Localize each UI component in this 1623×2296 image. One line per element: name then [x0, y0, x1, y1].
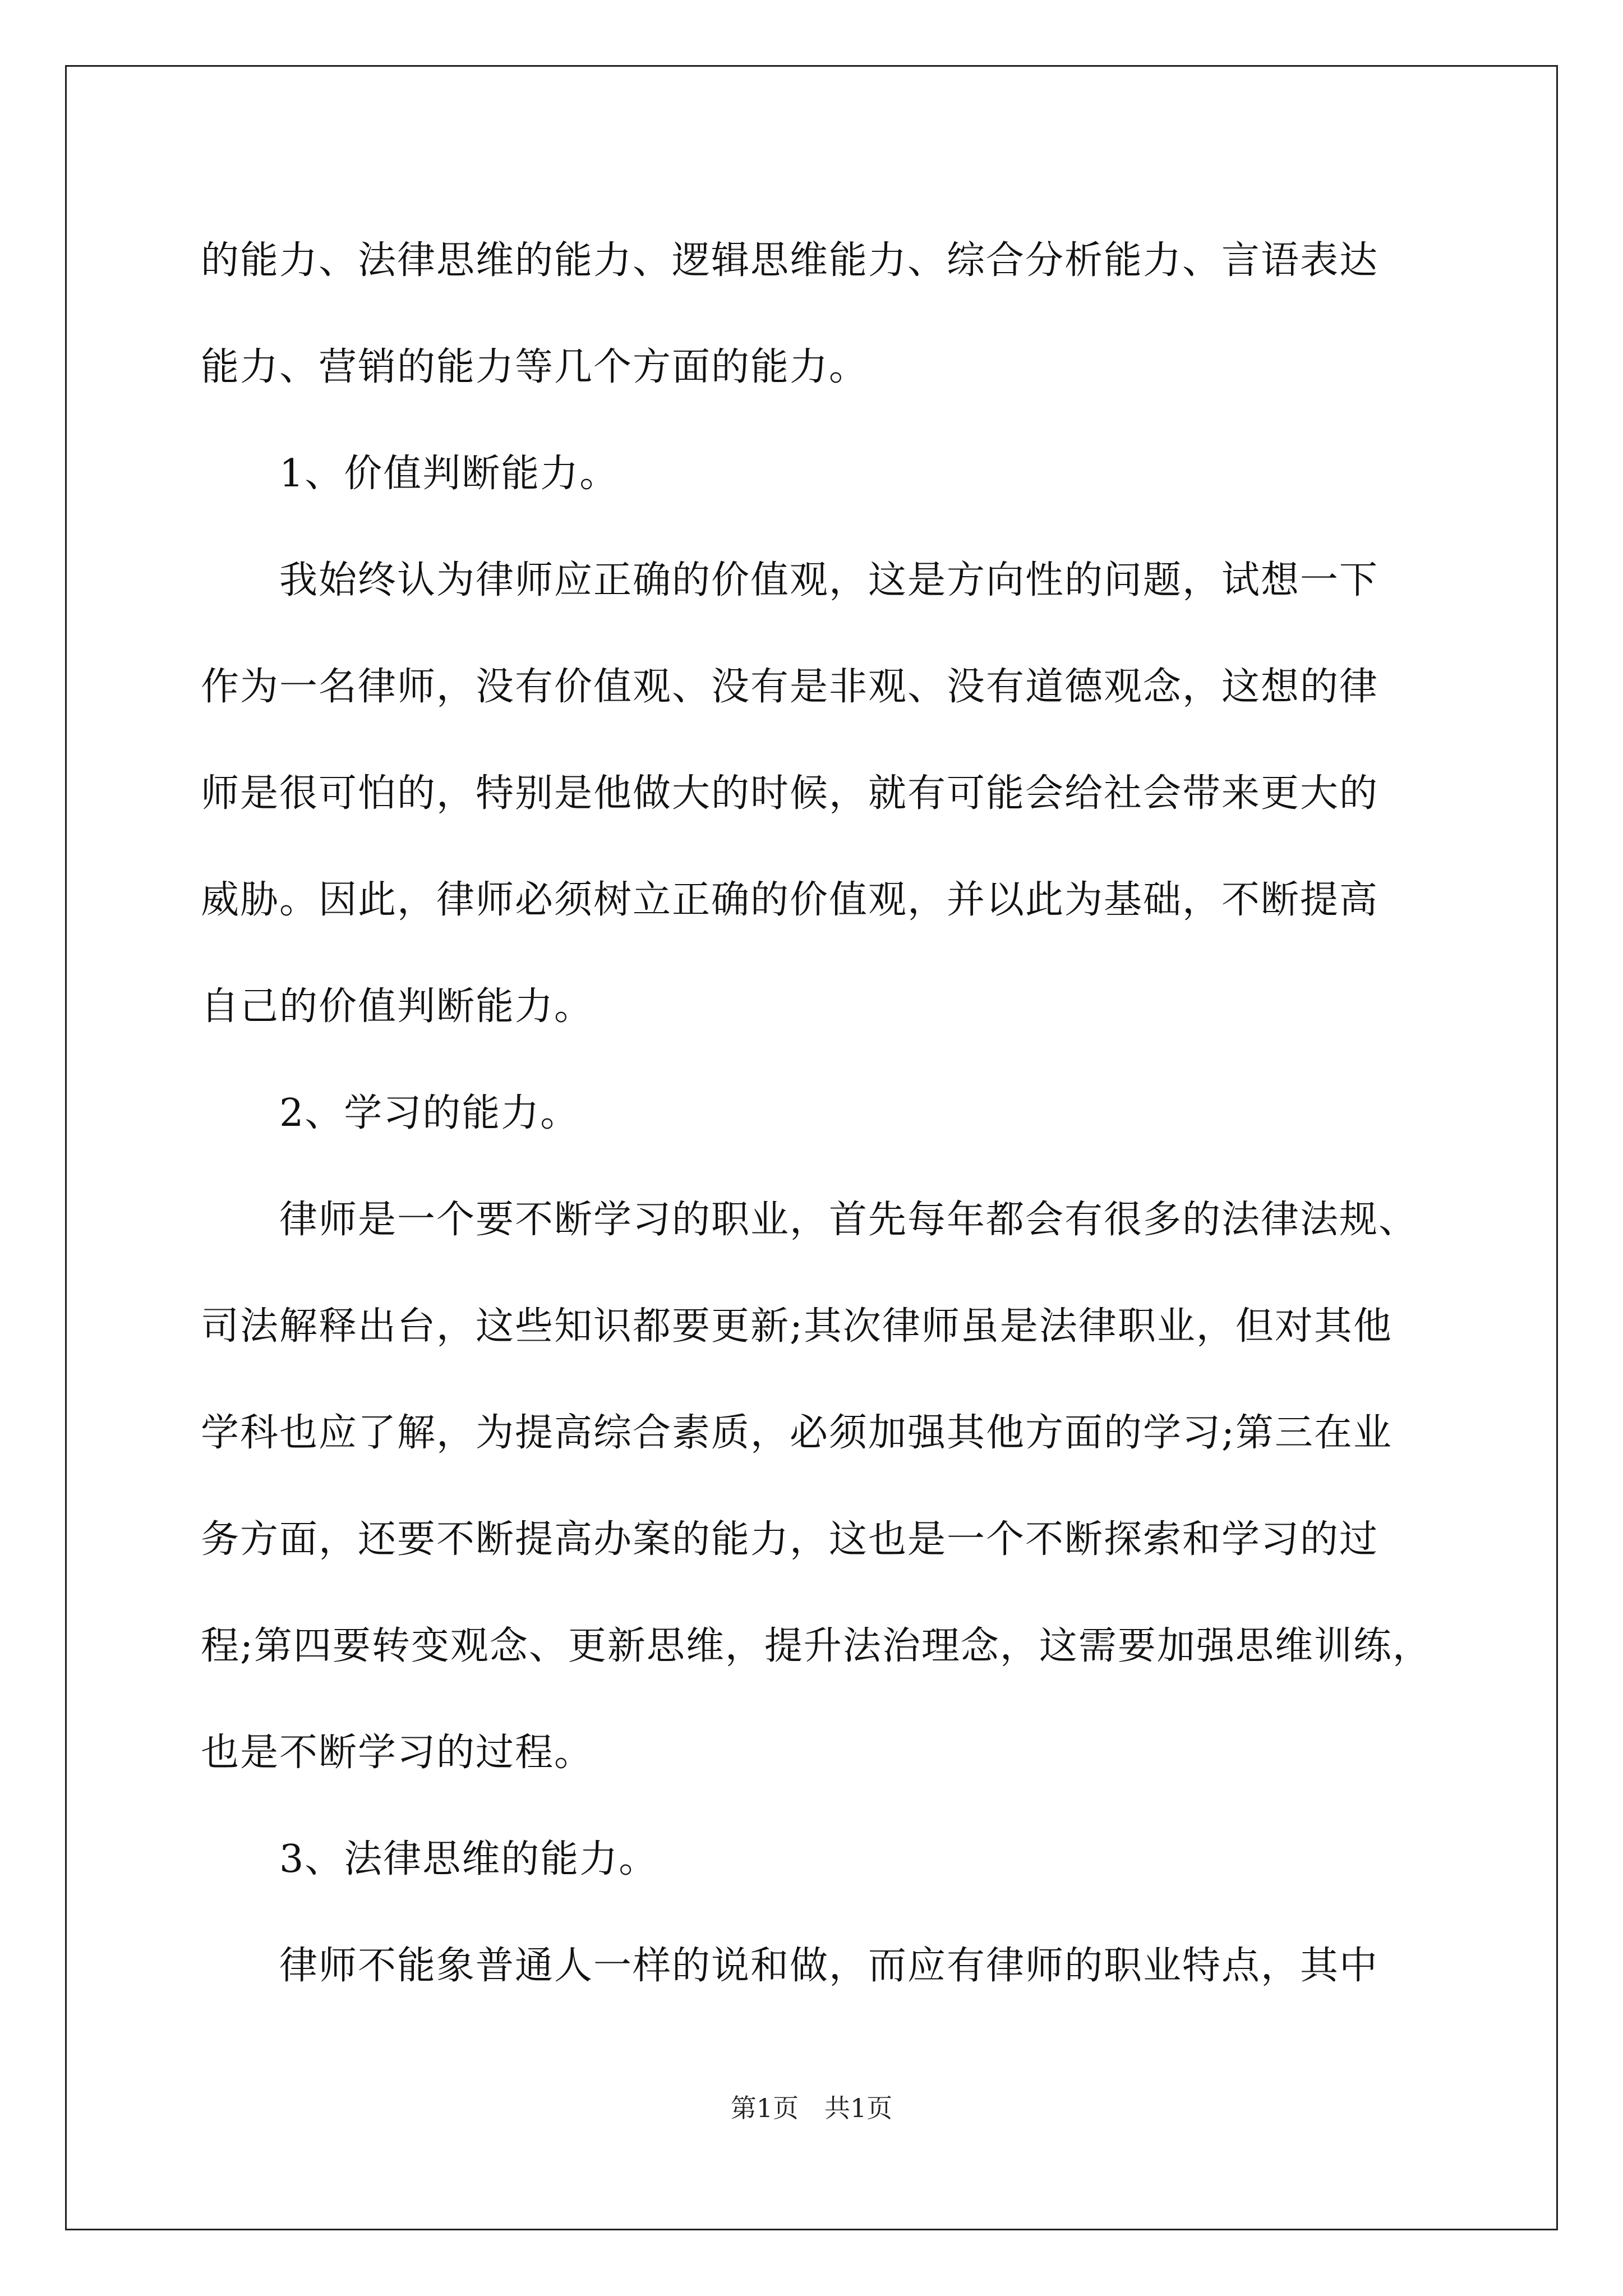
text-line: 我始终认为律师应正确的价值观，这是方向性的问题，试想一下	[279, 558, 1379, 602]
section-heading: 1、价值判断能力。	[279, 452, 619, 496]
text-line: 师是很可怕的，特别是他做大的时候，就有可能会给社会带来更大的	[201, 771, 1379, 816]
section-heading: 2、学习的能力。	[279, 1091, 580, 1135]
text-line: 作为一名律师，没有价值观、没有是非观、没有道德观念，这想的律	[201, 665, 1379, 709]
text-line: 律师是一个要不断学习的职业，首先每年都会有很多的法律法规、	[279, 1198, 1418, 1242]
text-line: 学科也应了解，为提高综合素质，必须加强其他方面的学习;第三在业	[201, 1411, 1393, 1455]
section-heading: 3、法律思维的能力。	[279, 1837, 658, 1881]
page-number-footer: 第1页 共1页	[730, 2093, 893, 2123]
text-line: 也是不断学习的过程。	[201, 1731, 594, 1775]
text-line: 司法解释出台，这些知识都要更新;其次律师虽是法律职业，但对其他	[201, 1304, 1393, 1349]
text-line: 威胁。因此，律师必须树立正确的价值观，并以此为基础，不断提高	[201, 878, 1379, 922]
text-line: 的能力、法律思维的能力、逻辑思维能力、综合分析能力、言语表达	[201, 238, 1379, 283]
text-line: 律师不能象普通人一样的说和做，而应有律师的职业特点，其中	[279, 1944, 1379, 1988]
text-line: 能力、营销的能力等几个方面的能力。	[201, 345, 869, 389]
text-line: 自己的价值判断能力。	[201, 984, 594, 1029]
document-body	[201, 208, 1432, 2019]
text-line: 程;第四要转变观念、更新思维，提升法治理念，这需要加强思维训练，	[201, 1624, 1432, 1668]
text-line: 务方面，还要不断提高办案的能力，这也是一个不断探索和学习的过	[201, 1517, 1379, 1562]
